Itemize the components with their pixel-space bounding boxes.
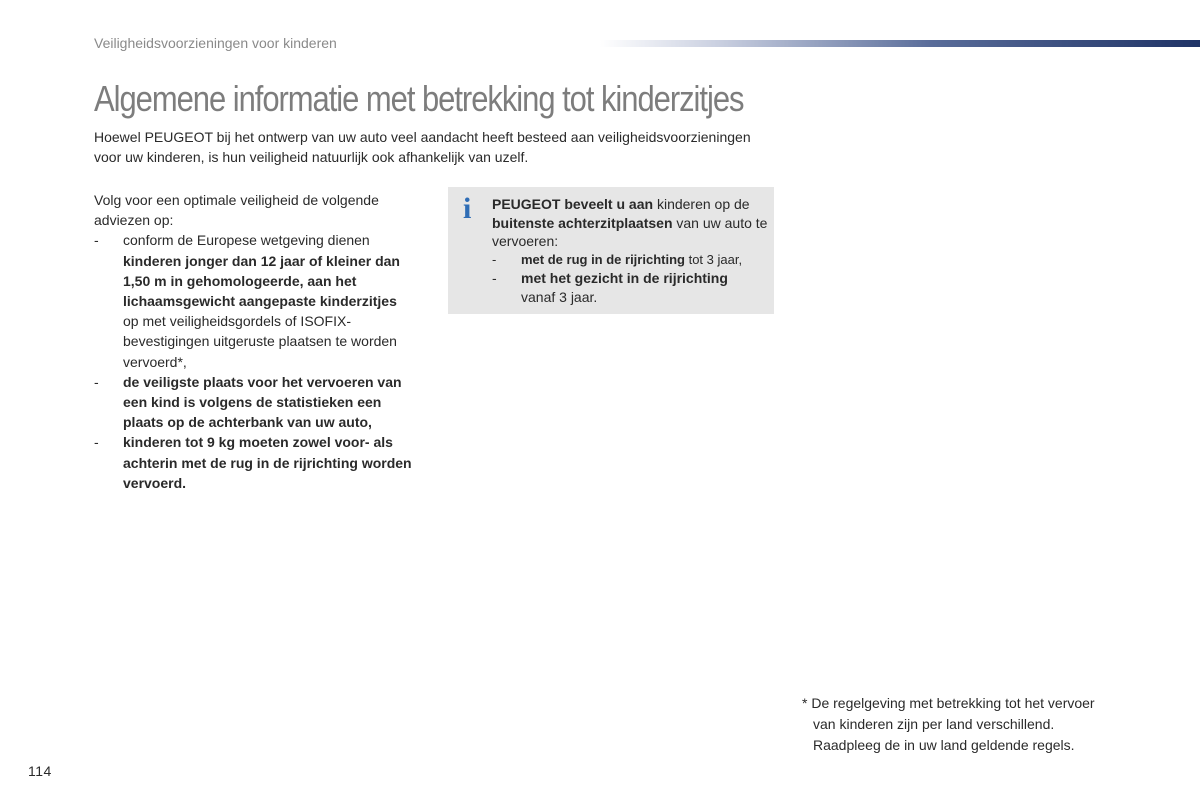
info-text-part: van uw auto te vervoeren: [492,214,768,249]
list-item [94,372,414,433]
info-body [492,195,770,306]
section-header: Veiligheidsvoorzieningen voor kinderen [94,35,337,51]
info-list [492,251,770,307]
footnote-line: Raadpleeg de in uw land geldende regels. [813,737,1075,753]
info-bold: buitenste achterzitplaatsen [492,214,673,231]
advice-item-text: conform de Europese wetgeving dienen [123,232,370,249]
bullet-dash: - [94,373,99,390]
bullet-dash: - [94,232,99,249]
list-item [492,269,770,306]
advice-list [94,230,414,493]
bullet-dash: - [94,434,99,451]
advice-lead: Volg voor een optimale veiligheid de volgende adviezen op: [94,192,379,229]
list-item [94,432,414,493]
info-item-text: vanaf 3 jaar. [521,288,598,305]
info-item-bold: met de rug in de rijrichting [521,251,685,267]
advice-item-bold: kinderen tot 9 kg moeten zowel voor- als achterin met de rug in de rijrichting worden vervoerd. [123,434,412,491]
info-bold: PEUGEOT beveelt u aan [492,196,654,212]
intro-paragraph: Hoewel PEUGEOT bij het ontwerp van uw auto veel aandacht heeft besteed aan veiligheidsvoorzieningen voor uw kinderen, is hun veiligheid natuurlijk ook afhankelijk van uzelf. [94,129,751,165]
info-icon: i [463,192,472,225]
bullet-dash: - [492,270,497,286]
footnote-line: * De regelgeving met betrekking tot het vervoer [802,695,1095,711]
advice-column [94,190,414,493]
advice-item-text: op met veiligheidsgordels of ISOFIX-bevestigingen uitgeruste plaatsen te worden vervoerd*, [123,313,397,370]
bullet-dash: - [492,251,497,267]
page-number: 114 [28,763,52,779]
info-text-part: kinderen op de [653,196,750,212]
page-title: Algemene informatie met betrekking tot kinderzitjes [94,78,744,119]
footnote-line: van kinderen zijn per land verschillend. [813,716,1055,732]
info-item-bold: met het gezicht in de rijrichting [521,270,728,286]
info-box [448,187,774,314]
advice-item-bold: de veiligste plaats voor het vervoeren van een kind is volgens de statistieken een plaats op de achterbank van uw auto, [123,373,402,431]
info-item-text: tot 3 jaar, [684,251,743,267]
advice-item-bold: kinderen jonger dan 12 jaar of kleiner dan 1,50 m in gehomologeerde, aan het lichaamsgewicht aangepaste kinderzitjes [123,252,400,310]
info-text [492,195,770,251]
list-item [492,251,770,270]
list-item [94,230,414,371]
footnote [802,693,1162,756]
header-accent-bar [600,40,1200,47]
